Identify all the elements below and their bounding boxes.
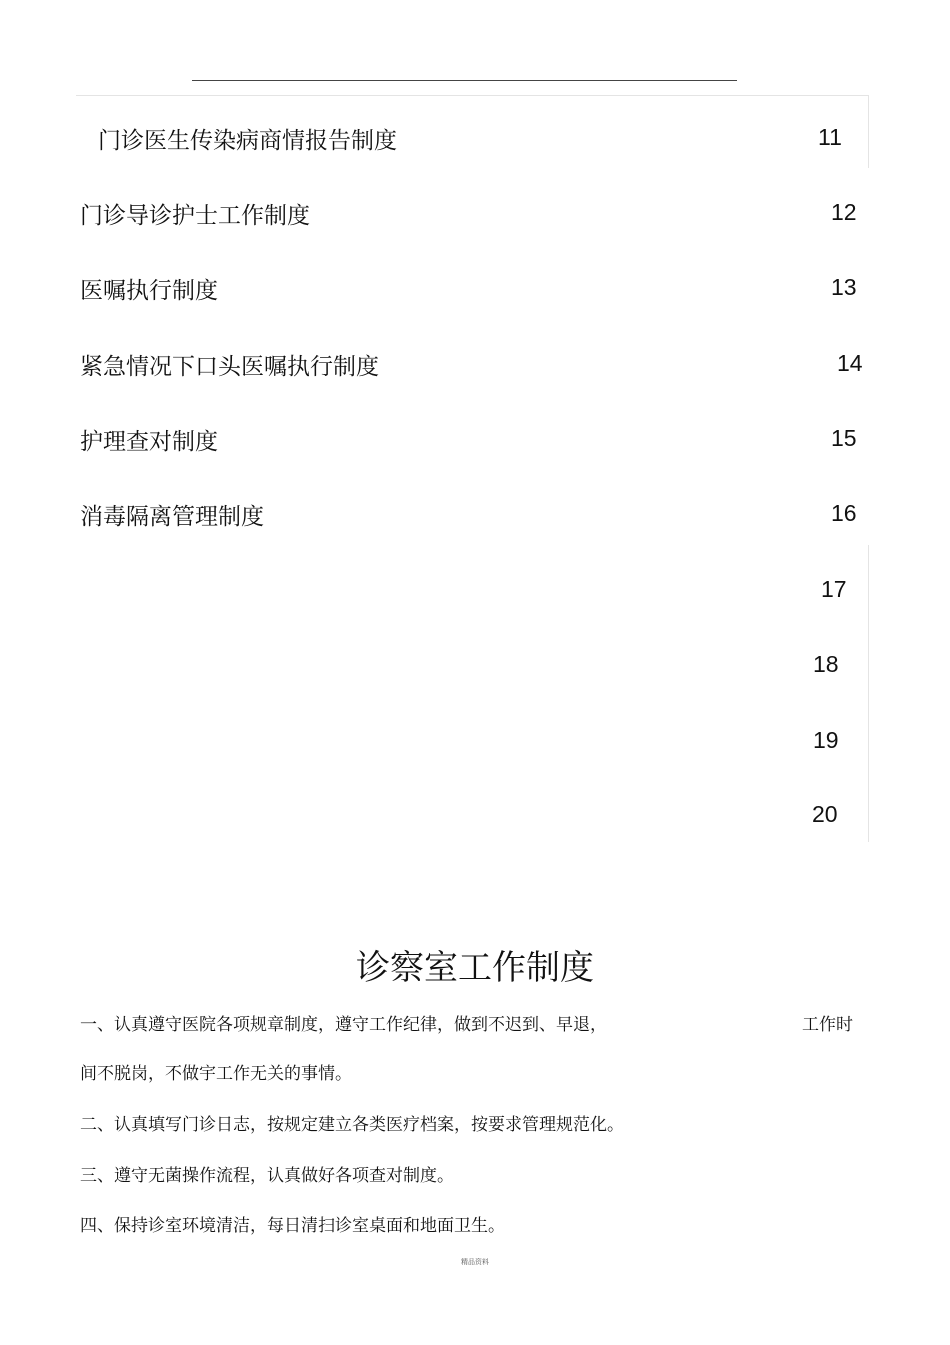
section-heading: 诊察室工作制度	[356, 948, 594, 988]
toc-entry-page: 12	[831, 199, 857, 225]
toc-frame-top	[76, 95, 869, 96]
rule-paragraph: 二、认真填写门诊日志，按规定建立各类医疗档案，按要求管理规范化。	[80, 1115, 624, 1135]
toc-entry-page: 11	[818, 124, 842, 150]
toc-entry-title: 消毒隔离管理制度	[80, 504, 264, 530]
toc-entry-page: 19	[813, 727, 839, 753]
toc-entry-page: 15	[831, 425, 857, 451]
rule-paragraph: 间不脱岗，不做宇工作无关的事情。	[80, 1064, 352, 1084]
toc-entry-title: 医嘱执行制度	[80, 278, 218, 304]
footer-tag: 精品资料	[461, 1258, 489, 1266]
toc-entry-page: 20	[812, 801, 838, 827]
toc-entry-page: 16	[831, 500, 857, 526]
toc-entry-title: 门诊医生传染病商情报告制度	[98, 128, 397, 154]
rule-paragraph: 一、认真遵守医院各项规章制度，遵守工作纪律，做到不迟到、早退，	[80, 1015, 607, 1035]
toc-entry-page: 14	[837, 350, 863, 376]
toc-frame-right-upper	[868, 95, 869, 168]
toc-entry-title: 护理查对制度	[80, 429, 218, 455]
toc-frame-right-lower	[868, 545, 869, 842]
toc-entry-title: 紧急情况下口头医嘱执行制度	[80, 354, 379, 380]
rule-paragraph-tail: 工作时	[802, 1015, 853, 1035]
header-rule	[192, 80, 737, 81]
toc-entry-page: 13	[831, 274, 857, 300]
rule-paragraph: 四、保持诊室环境清洁，每日清扫诊室桌面和地面卫生。	[80, 1216, 505, 1236]
toc-entry-page: 17	[821, 576, 847, 602]
toc-entry-page: 18	[813, 651, 839, 677]
toc-entry-title: 门诊导诊护士工作制度	[80, 203, 310, 229]
rule-paragraph: 三、遵守无菌操作流程，认真做好各项查对制度。	[80, 1166, 454, 1186]
